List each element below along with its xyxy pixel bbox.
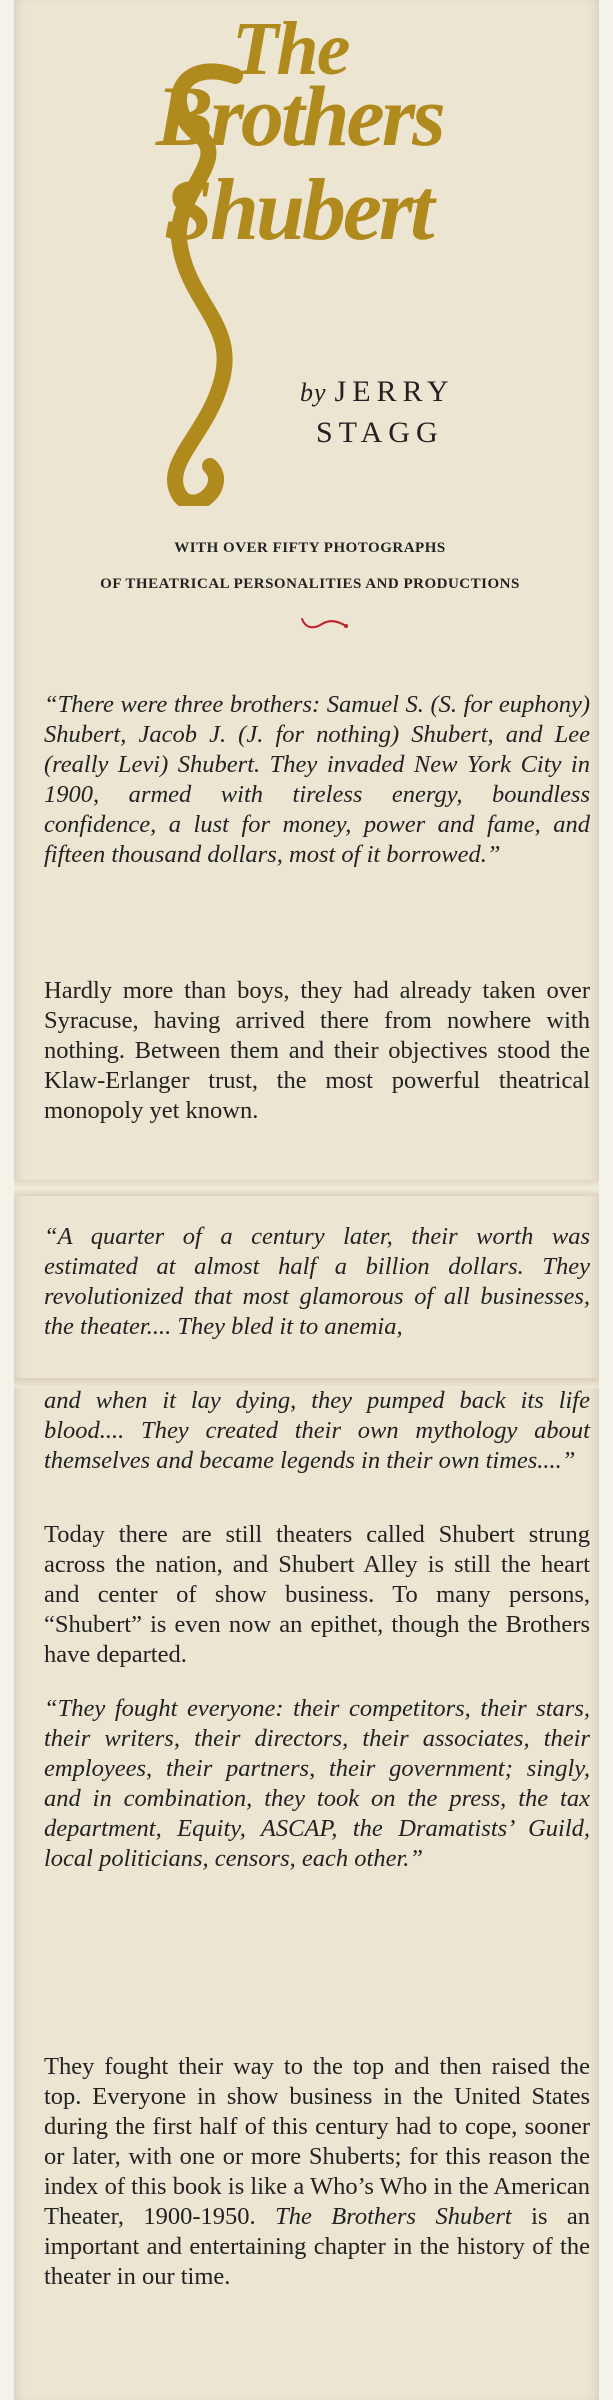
title-the: The (232, 7, 349, 91)
paragraph-fought-ending: is an important and entertaining chapter in the history of the theater in our time. (44, 2203, 591, 2290)
byline (300, 372, 520, 453)
paragraph-shubert-alley: Today there are still theaters called Shubert strung across the nation, and Shubert Alley is still the heart and center of show business. To many persons, “Shubert” is even now an epithet, though the Brothers have departed. (44, 1521, 590, 1668)
author-last-name: STAGG (316, 416, 444, 449)
byline-by: by (300, 378, 327, 407)
paper-fold (14, 1180, 599, 1196)
title-shubert: Shubert (164, 162, 432, 259)
red-squiggle-ornament (300, 615, 350, 631)
quote-life-blood: and when it lay dying, they pumped back its life blood.... They created their own mythology about themselves and became legends in their own times....” (44, 1387, 590, 1474)
caption-line-2: OF THEATRICAL PERSONALITIES AND PRODUCTIONS (100, 576, 520, 592)
paragraph-fought-to-top (44, 2052, 590, 2292)
caption-line-1: WITH OVER FIFTY PHOTOGRAPHS (174, 540, 446, 556)
quote-quarter-century: “A quarter of a century later, their worth was estimated at almost half a billion dollars. They revolutionized that most glamorous of all businesses, the theater.... They bled it to anemia, (44, 1223, 590, 1340)
author-first-name: JERRY (334, 375, 455, 408)
quote-three-brothers: “There were three brothers: Samuel S. (S. for euphony) Shubert, Jacob J. (J. for nothing) Shubert, and Lee (really Levi) Shubert. They invaded New York City in 1900, armed with tireless energy, boundless confidence, a lust for money, power and fame, and fifteen thousand dollars, most of it borrowed.” (44, 691, 590, 868)
book-jacket-flap (14, 0, 599, 2400)
paragraph-fought-text: They fought their way to the top and then raised the top. Everyone in show business in the United States during the first half of this century had to cope, sooner or later, with one or more Shuberts; for this reason the index of this book is like a Who’s Who in the American Theater, 1900-1950. (44, 2053, 590, 2230)
paragraph-syracuse: Hardly more than boys, they had already taken over Syracuse, having arrived there from nowhere with nothing. Between them and their objectives stood the Klaw-Erlanger trust, the most powerful theatrical monopoly yet known. (44, 977, 590, 1124)
quote-fought-everyone: “They fought everyone: their competitors, their stars, their writers, their directors, their associates, their employees, their partners, their government; singly, and in combination, they took on the press, the tax department, Equity, ASCAP, the Dramatists’ Guild, local politicians, censors, each other.” (44, 1695, 590, 1872)
book-title-inline: The Brothers Shubert (275, 2203, 512, 2230)
title-brothers: Brothers (156, 68, 443, 164)
